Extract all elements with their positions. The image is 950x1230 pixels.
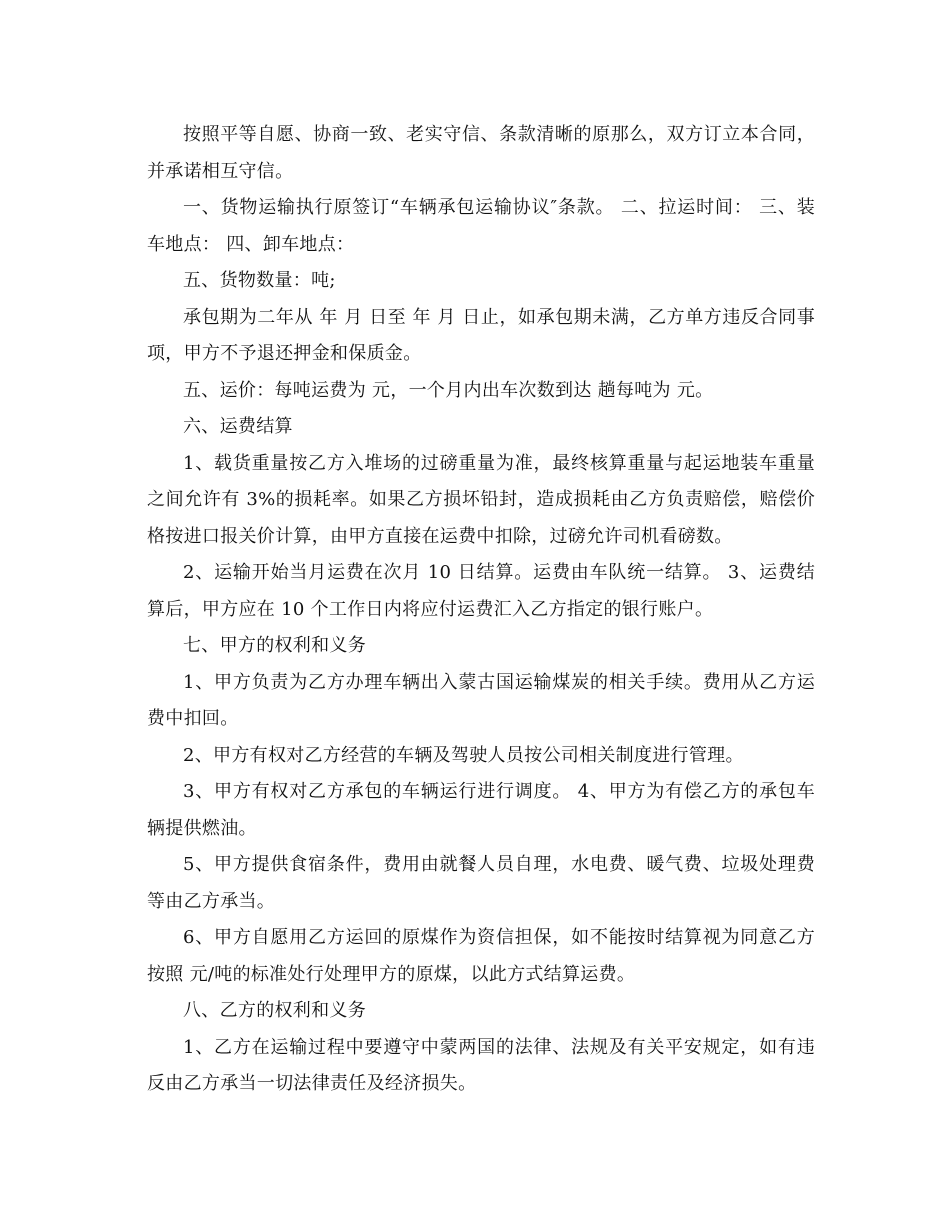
section-heading-party-b: 八、乙方的权利和义务 [183, 1000, 366, 1021]
paragraph-settlement-1: 1、载货重量按乙方入堆场的过磅重量为准，最终核算重量与起运地装车重量之间允许有 3%的损耗率。如果乙方损坏铅封，造成损耗由乙方负责赔偿，赔偿价格按进口报关价计算，由甲方直接在运费中扣除，过磅允许司机看磅数。 [147, 452, 815, 547]
document-body [147, 117, 815, 1103]
paragraph-party-a-1: 1、甲方负责为乙方办理车辆出入蒙古国运输煤炭的相关手续。费用从乙方运费中扣回。 [147, 671, 815, 729]
paragraph-party-a-3-4: 3、甲方有权对乙方承包的车辆运行进行调度。 4、甲方为有偿乙方的承包车辆提供燃油。 [147, 781, 815, 839]
paragraph-contract-period: 承包期为二年从 年 月 日至 年 月 日止，如承包期未满，乙方单方违反合同事项，甲方不予退还押金和保质金。 [147, 306, 815, 364]
paragraph-preamble: 按照平等自愿、协商一致、老实守信、条款清晰的原那么，双方订立本合同，并承诺相互守信。 [147, 124, 815, 182]
paragraph-party-b-1: 1、乙方在运输过程中要遵守中蒙两国的法律、法规及有关平安规定，如有违反由乙方承当一切法律责任及经济损失。 [147, 1036, 815, 1094]
section-heading-settlement: 六、运费结算 [183, 416, 293, 437]
paragraph-party-a-5: 5、甲方提供食宿条件，费用由就餐人员自理，水电费、暖气费、垃圾处理费等由乙方承当。 [147, 854, 815, 912]
section-heading-party-a: 七、甲方的权利和义务 [183, 635, 366, 656]
paragraph-party-a-2: 2、甲方有权对乙方经营的车辆及驾驶人员按公司相关制度进行管理。 [183, 744, 744, 766]
paragraph-clauses-1-4: 一、货物运输执行原签订“车辆承包运输协议″条款。 二、拉运时间： 三、装车地点： 四、卸车地点： [147, 197, 815, 255]
paragraph-freight-price: 五、运价：每吨运费为 元，一个月内出车次数到达 趟每吨为 元。 [183, 379, 714, 401]
paragraph-settlement-2-3: 2、运输开始当月运费在次月 10 日结算。运费由车队统一结算。 3、运费结算后，甲方应在 10 个工作日内将应付运费汇入乙方指定的银行账户。 [147, 562, 815, 620]
paragraph-cargo-quantity: 五、货物数量：吨; [183, 270, 336, 291]
paragraph-party-a-6: 6、甲方自愿用乙方运回的原煤作为资信担保，如不能按时结算视为同意乙方按照 元/吨的标准处行处理甲方的原煤，以此方式结算运费。 [147, 927, 815, 985]
